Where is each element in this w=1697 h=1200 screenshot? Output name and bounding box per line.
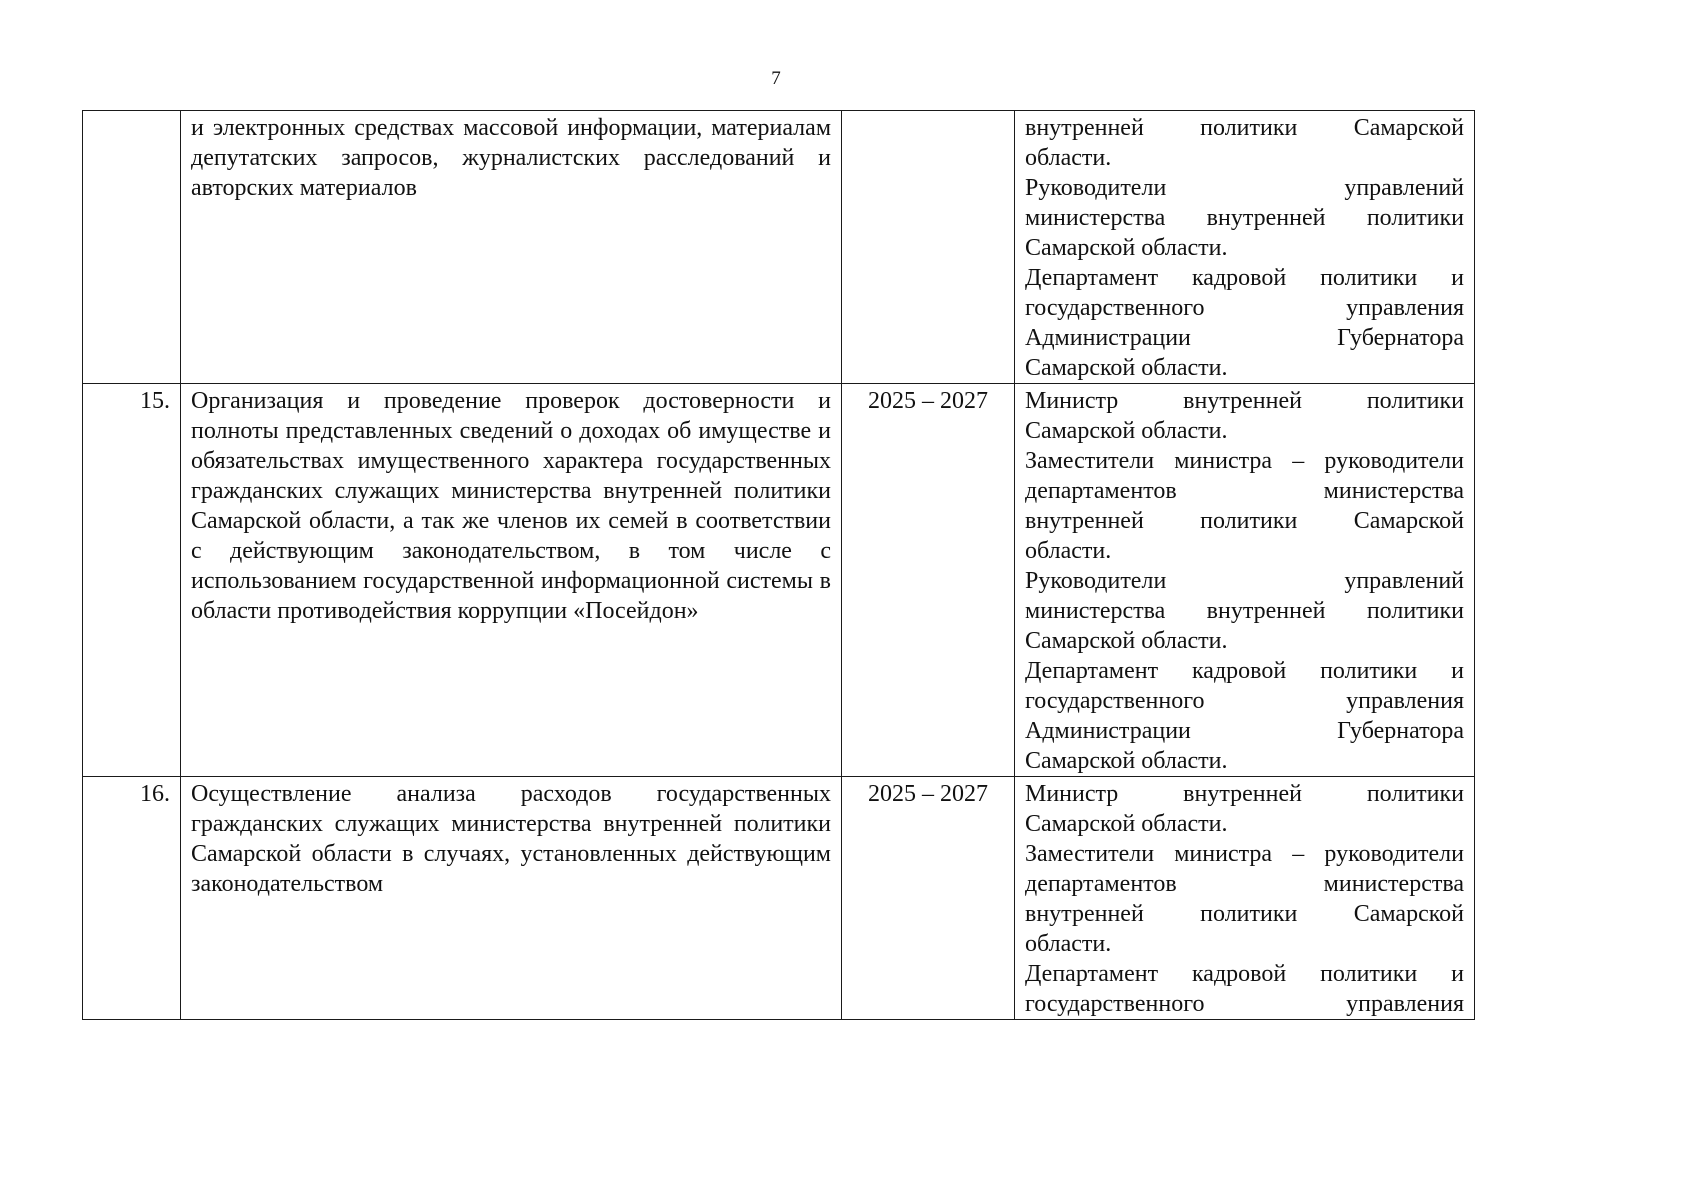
responsible-line: Заместители министра – руководители [1025, 841, 1464, 867]
table-row [83, 384, 1475, 777]
responsible-line: области. [1025, 538, 1112, 564]
responsible-line: министерства внутренней политики [1025, 598, 1464, 624]
responsible-cell [1015, 777, 1475, 1020]
responsible-line: государственного управления [1025, 295, 1464, 321]
term-cell: 2025 – 2027 [842, 384, 1015, 777]
responsible-line: Руководители управлений [1025, 175, 1464, 201]
row-number: 16. [83, 777, 181, 1020]
responsible-line: Администрации Губернатора [1025, 325, 1464, 351]
responsible-line: Самарской области. [1025, 418, 1228, 444]
responsible-line: Министр внутренней политики [1025, 781, 1464, 807]
responsible-line: области. [1025, 931, 1112, 957]
responsible-line: государственного управления [1025, 991, 1464, 1017]
responsible-line: Департамент кадровой политики и [1025, 265, 1464, 291]
responsible-line: Самарской области. [1025, 355, 1228, 381]
responsible-line: департаментов министерства [1025, 871, 1464, 897]
responsible-line: Департамент кадровой политики и [1025, 658, 1464, 684]
measure-text: Осуществление анализа расходов государственных гражданских служащих министерства внутренней политики Самарской области в случаях, установленных действующим законодательством [181, 777, 842, 1020]
responsible-line: области. [1025, 145, 1112, 171]
responsible-cell [1015, 111, 1475, 384]
term-cell [842, 111, 1015, 384]
measure-text: Организация и проведение проверок достоверности и полноты представленных сведений о доходах об имуществе и обязательствах имущественного характера государственных гражданских служащих министерства внутренней политики Самарской области, а так же членов их семей в соответствии с действующим законодательством, в том числе с использованием государственной информационной системы в области противодействия коррупции «Посейдон» [181, 384, 842, 777]
page-number: 7 [771, 68, 781, 89]
responsible-line: Администрации Губернатора [1025, 718, 1464, 744]
measures-table [82, 110, 1475, 1020]
row-number: 15. [83, 384, 181, 777]
table-row [83, 777, 1475, 1020]
responsible-line: Руководители управлений [1025, 568, 1464, 594]
responsible-line: Министр внутренней политики [1025, 388, 1464, 414]
responsible-cell [1015, 384, 1475, 777]
responsible-line: внутренней политики Самарской [1025, 901, 1464, 927]
responsible-line: внутренней политики Самарской [1025, 508, 1464, 534]
responsible-line: Департамент кадровой политики и [1025, 961, 1464, 987]
term-cell: 2025 – 2027 [842, 777, 1015, 1020]
responsible-line: Самарской области. [1025, 811, 1228, 837]
responsible-line: государственного управления [1025, 688, 1464, 714]
responsible-line: Заместители министра – руководители [1025, 448, 1464, 474]
responsible-line: департаментов министерства [1025, 478, 1464, 504]
responsible-line: министерства внутренней политики [1025, 205, 1464, 231]
table-row [83, 111, 1475, 384]
responsible-line: внутренней политики Самарской [1025, 115, 1464, 141]
row-number [83, 111, 181, 384]
responsible-line: Самарской области. [1025, 748, 1228, 774]
responsible-line: Самарской области. [1025, 235, 1228, 261]
measure-text: и электронных средствах массовой информации, материалам депутатских запросов, журналистских расследований и авторских материалов [181, 111, 842, 384]
responsible-line: Самарской области. [1025, 628, 1228, 654]
